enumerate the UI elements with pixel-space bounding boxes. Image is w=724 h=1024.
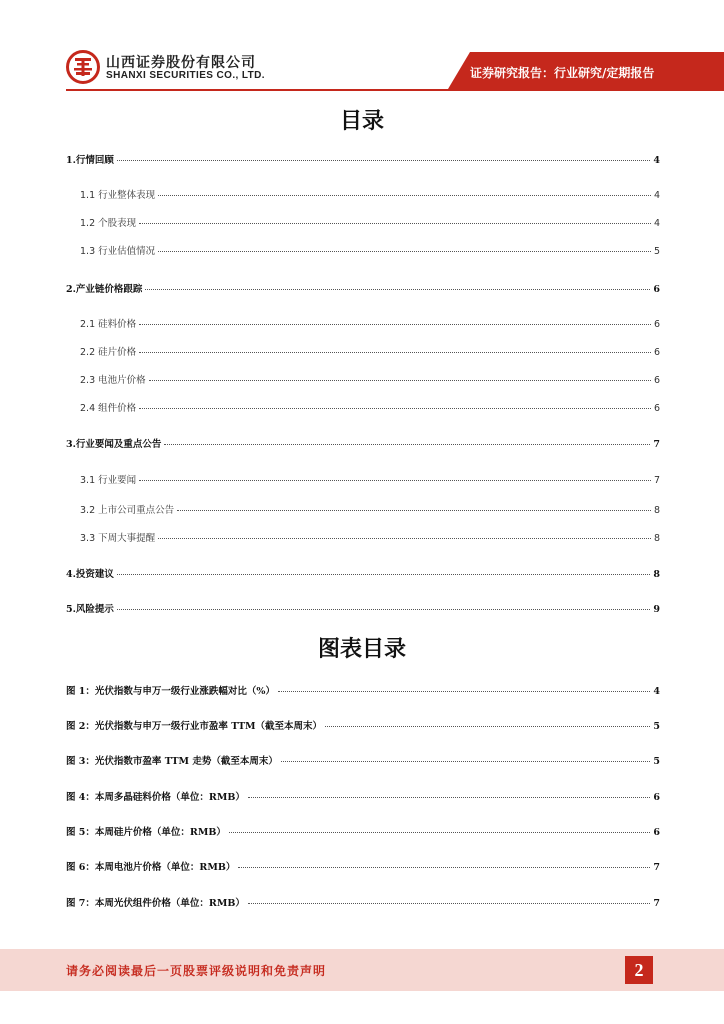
toc-entry-page: 5: [653, 246, 660, 257]
toc-entry-text: 3.行业要闻及重点公告: [66, 439, 162, 450]
toc-entry-page: 6: [653, 319, 660, 330]
toc-entry[interactable]: [66, 152, 660, 166]
toc-entry[interactable]: [80, 243, 660, 257]
toc-entry[interactable]: [66, 281, 660, 295]
toc-entry-text: 2.4 组件价格: [80, 403, 137, 414]
figure-entry[interactable]: [66, 824, 660, 838]
toc-entry[interactable]: [80, 502, 660, 516]
toc-leader-dots: [325, 726, 650, 727]
figure-entry-page: 5: [653, 756, 660, 767]
figure-entry-text: 图 1：光伏指数与申万一级行业涨跌幅对比（%）: [66, 686, 275, 697]
figure-entry-page: 7: [653, 898, 660, 909]
toc-entry-text: 1.2 个股表现: [80, 218, 137, 229]
toc-entry-page: 7: [653, 439, 660, 450]
toc-entry-page: 8: [653, 533, 660, 544]
toc-leader-dots: [139, 480, 651, 481]
toc-leader-dots: [145, 289, 650, 290]
toc-entry[interactable]: [80, 187, 660, 201]
figure-entry-text: 图 5：本周硅片价格（单位：RMB）: [66, 827, 226, 838]
toc-entry-text: 2.产业链价格跟踪: [66, 284, 143, 295]
company-name-cn: 山西证券股份有限公司: [106, 55, 256, 71]
figure-entry[interactable]: [66, 859, 660, 873]
toc-entry[interactable]: [66, 601, 660, 615]
company-logo-icon: [66, 50, 100, 84]
figure-entry-text: 图 3：光伏指数市盈率 TTM 走势（截至本周末）: [66, 756, 278, 767]
figure-entry[interactable]: [66, 895, 660, 909]
toc-entry-text: 1.1 行业整体表现: [80, 190, 156, 201]
toc-leader-dots: [158, 195, 651, 196]
toc-entry-page: 6: [653, 403, 660, 414]
toc-leader-dots: [139, 352, 651, 353]
toc-leader-dots: [238, 867, 650, 868]
toc-entry-page: 4: [653, 190, 660, 201]
company-name-en: SHANXI SECURITIES CO., LTD.: [106, 70, 265, 81]
toc-entry-text: 2.3 电池片价格: [80, 375, 146, 386]
toc-entry[interactable]: [66, 566, 660, 580]
figure-entry-page: 6: [653, 792, 660, 803]
toc-entry[interactable]: [80, 344, 660, 358]
report-type-label: 证券研究报告：行业研究/定期报告: [470, 66, 655, 80]
toc-entry-page: 9: [653, 604, 660, 615]
toc-entry-text: 4.投资建议: [66, 569, 114, 580]
figure-entry-text: 图 4：本周多晶硅料价格（单位：RMB）: [66, 792, 245, 803]
figure-entry-text: 图 6：本周电池片价格（单位：RMB）: [66, 862, 236, 873]
toc-leader-dots: [248, 903, 651, 904]
toc-entry-page: 4: [653, 155, 660, 166]
figure-entry-page: 6: [653, 827, 660, 838]
figure-entry-page: 4: [653, 686, 660, 697]
toc-leader-dots: [278, 691, 650, 692]
toc-entry-page: 6: [653, 375, 660, 386]
toc-entry[interactable]: [80, 316, 660, 330]
toc-leader-dots: [117, 160, 650, 161]
figure-entry-page: 5: [653, 721, 660, 732]
toc-entry-page: 6: [653, 347, 660, 358]
toc-leader-dots: [229, 832, 651, 833]
toc-entry[interactable]: [80, 530, 660, 544]
disclaimer-notice: 请务必阅读最后一页股票评级说明和免责声明: [66, 964, 327, 978]
figure-entry-page: 7: [653, 862, 660, 873]
toc-leader-dots: [158, 538, 651, 539]
figure-list-title: 图表目录: [317, 637, 406, 662]
toc-entry-text: 3.3 下周大事提醒: [80, 533, 156, 544]
toc-entry-text: 3.1 行业要闻: [80, 475, 137, 486]
toc-leader-dots: [177, 510, 651, 511]
toc-leader-dots: [117, 609, 650, 610]
page-header: [0, 0, 724, 92]
figure-entry[interactable]: [66, 683, 660, 697]
figure-entry-text: 图 7：本周光伏组件价格（单位：RMB）: [66, 898, 245, 909]
toc-leader-dots: [281, 761, 651, 762]
toc-leader-dots: [139, 324, 651, 325]
toc-leader-dots: [248, 797, 651, 798]
toc-entry[interactable]: [80, 372, 660, 386]
toc-entry-text: 1.行情回顾: [66, 155, 114, 166]
header-divider: [66, 89, 724, 91]
toc-leader-dots: [149, 380, 651, 381]
toc-entry-text: 1.3 行业估值情况: [80, 246, 156, 257]
figure-entry[interactable]: [66, 789, 660, 803]
page-number: 2: [625, 956, 653, 984]
toc-entry[interactable]: [80, 472, 660, 486]
toc-entry-page: 8: [653, 569, 660, 580]
toc-title: 目录: [339, 109, 384, 134]
toc-leader-dots: [117, 574, 650, 575]
toc-entry-text: 2.2 硅片价格: [80, 347, 137, 358]
figure-entry[interactable]: [66, 753, 660, 767]
toc-leader-dots: [164, 444, 650, 445]
toc-leader-dots: [139, 223, 651, 224]
toc-entry-page: 6: [653, 284, 660, 295]
toc-leader-dots: [158, 251, 651, 252]
figure-entry[interactable]: [66, 718, 660, 732]
toc-entry[interactable]: [66, 436, 660, 450]
toc-entry-page: 7: [653, 475, 660, 486]
toc-entry-text: 3.2 上市公司重点公告: [80, 505, 175, 516]
toc-entry-page: 8: [653, 505, 660, 516]
toc-entry[interactable]: [80, 215, 660, 229]
toc-entry-text: 5.风险提示: [66, 604, 114, 615]
toc-entry-text: 2.1 硅料价格: [80, 319, 137, 330]
toc-entry-page: 4: [653, 218, 660, 229]
figure-entry-text: 图 2：光伏指数与申万一级行业市盈率 TTM（截至本周末）: [66, 721, 323, 732]
toc-entry[interactable]: [80, 400, 660, 414]
toc-leader-dots: [139, 408, 651, 409]
